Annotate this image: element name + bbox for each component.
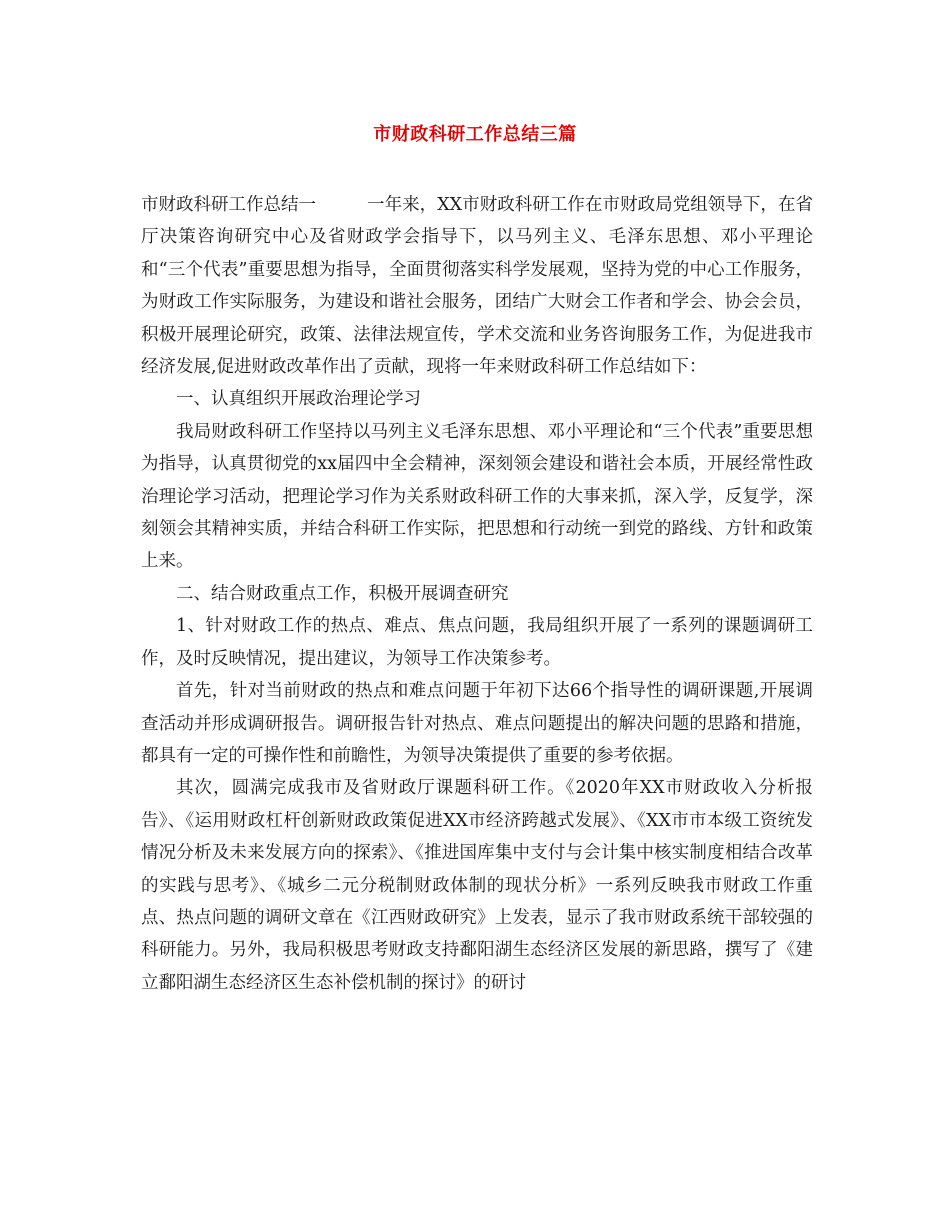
intro-paragraph — [141, 189, 813, 383]
heading-2: 二、结合财政重点工作，积极开展调查研究 — [176, 583, 509, 604]
document-title: 市财政科研工作总结三篇 — [373, 124, 577, 145]
section-heading: 市财政科研工作总结一 — [141, 195, 316, 215]
paragraph: 其次，圆满完成我市及省财政厅课题科研工作。《2020年XX市财政收入分析报告》、《运用财政杠杆创新财政政策促进XX市经济跨越式发展》、《XX市市本级工资统发情况分析及未来发展方向的探索》、《推进国库集中支付与会计集中核实制度相结合改革的实践与思考》、《城乡二元分税制财政体制的现状分析》一系列反映我市财政工作重点、热点问题的调研文章在《江西财政研究》上发表，显示了我市财政系统干部较强的科研能力。另外，我局积极思考财政支持鄱阳湖生态经济区发展的新思路，撰写了《建立鄱阳湖生态经济区生态补偿机制的探讨》的研讨 — [141, 778, 813, 993]
heading-1: 一、认真组织开展政治理论学习 — [176, 389, 421, 410]
document-body — [141, 189, 813, 999]
paragraph: 1、针对财政工作的热点、难点、焦点问题，我局组织开展了一系列的课题调研工作，及时反映情况，提出建议，为领导工作决策参考。 — [141, 616, 813, 669]
intro-text: 一年来，XX市财政科研工作在市财政局党组领导下，在省厅决策咨询研究中心及省财政学会指导下，以马列主义、毛泽东思想、邓小平理论和“三个代表”重要思想为指导，全面贯彻落实科学发展观，坚持为党的中心工作服务，为财政工作实际服务，为建设和谐社会服务，团结广大财会工作者和学会、协会会员，积极开展理论研究，政策、法律法规宣传，学术交流和业务咨询服务工作，为促进我市经济发展,促进财政改革作出了贡献，现将一年来财政科研工作总结如下： — [141, 195, 813, 378]
paragraph: 我局财政科研工作坚持以马列主义毛泽东思想、邓小平理论和“三个代表”重要思想为指导，认真贯彻党的xx届四中全会精神，深刻领会建设和谐社会本质，开展经常性政治理论学习活动，把理论学习作为关系财政科研工作的大事来抓，深入学，反复学，深刻领会其精神实质，并结合科研工作实际，把思想和行动统一到党的路线、方针和政策上来。 — [141, 421, 813, 572]
paragraph: 首先，针对当前财政的热点和难点问题于年初下达66个指导性的调研课题,开展调查活动并形成调研报告。调研报告针对热点、难点问题提出的解决问题的思路和措施，都具有一定的可操作性和前瞻性，为领导决策提供了重要的参考依据。 — [141, 681, 813, 766]
